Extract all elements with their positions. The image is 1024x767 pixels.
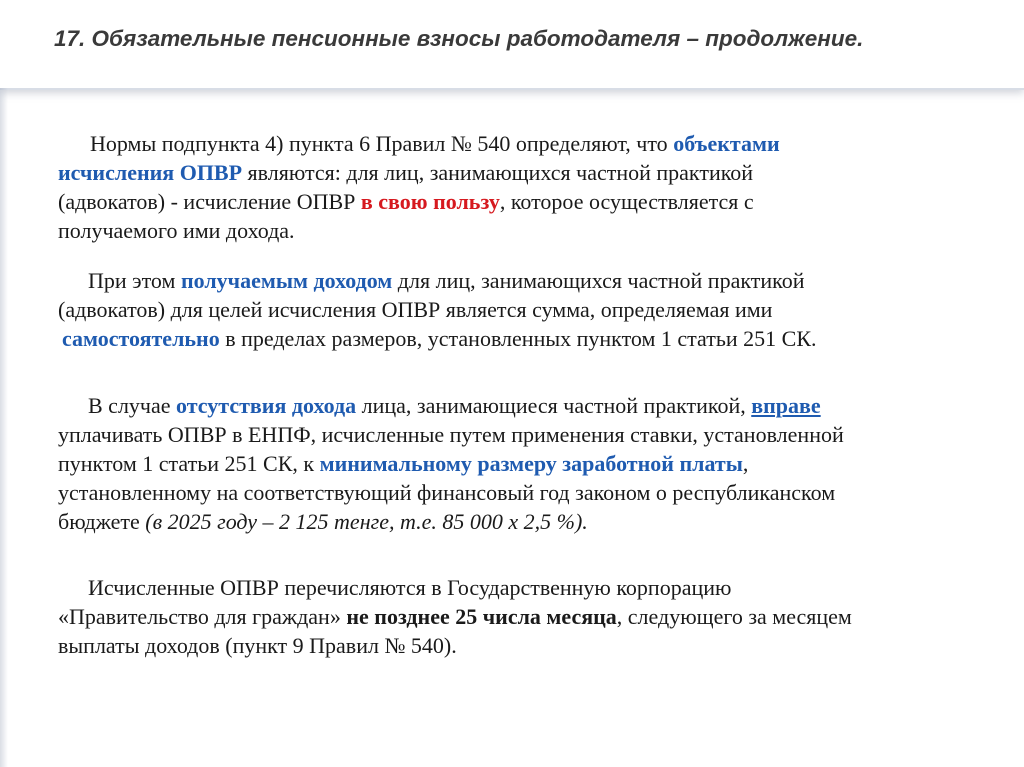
text-span: пунктом 1 статьи 251 СК, к bbox=[58, 451, 320, 476]
text-span: , bbox=[742, 451, 749, 476]
text-span: В случае bbox=[88, 393, 177, 418]
text-span: , следующего за месяцем bbox=[616, 604, 852, 629]
paragraph-line: установленному на соответствующий финансовый год законом о республиканском bbox=[58, 480, 836, 505]
paragraph-line bbox=[88, 391, 821, 420]
bold-deadline: не позднее 25 числа месяца bbox=[346, 604, 617, 629]
title-bar bbox=[0, 0, 1024, 90]
text-span: Нормы подпункта 4) пункта 6 Правил № 540 определяют, что bbox=[90, 131, 674, 156]
highlight-blue: получаемым доходом bbox=[180, 268, 393, 293]
paragraph-income-cont bbox=[58, 295, 817, 353]
text-span: для лиц, занимающихся частной практикой bbox=[392, 268, 805, 293]
highlight-red: в свою пользу bbox=[360, 189, 500, 214]
paragraph-line: выплаты доходов (пункт 9 Правил № 540). bbox=[58, 633, 457, 658]
paragraph-income bbox=[88, 266, 804, 295]
highlight-blue-underlined: вправе bbox=[751, 393, 821, 418]
paragraph-no-income-cont bbox=[58, 420, 844, 536]
text-span: лица, занимающиеся частной практикой, bbox=[356, 393, 752, 418]
text-span: бюджете bbox=[58, 509, 146, 534]
paragraph-line: (адвокатов) для целей исчисления ОПВР является сумма, определяемая ими bbox=[58, 297, 773, 322]
highlight-blue: исчисления ОПВР bbox=[58, 160, 243, 185]
text-span: , которое осуществляется с bbox=[499, 189, 754, 214]
paragraph-line bbox=[58, 602, 852, 631]
text-span: «Правительство для граждан» bbox=[58, 604, 347, 629]
paragraph-objects bbox=[90, 129, 780, 158]
paragraph-line bbox=[88, 266, 804, 295]
highlight-blue: объектами bbox=[673, 131, 780, 156]
text-span: являются: для лиц, занимающихся частной практикой bbox=[242, 160, 754, 185]
paragraph-line: получаемого ими дохода. bbox=[58, 218, 295, 243]
highlight-blue: самостоятельно bbox=[62, 326, 220, 351]
text-span: При этом bbox=[88, 268, 181, 293]
paragraph-line bbox=[58, 449, 844, 478]
paragraph-line: уплачивать ОПВР в ЕНПФ, исчисленные путем применения ставки, установленной bbox=[58, 422, 844, 447]
paragraph-objects-cont bbox=[58, 158, 754, 245]
slide-title: 17. Обязательные пенсионные взносы работодателя – продолжение. bbox=[54, 26, 864, 51]
paragraph-line: Исчисленные ОПВР перечисляются в Государственную корпорацию bbox=[88, 575, 732, 600]
paragraph-transfer-cont bbox=[58, 602, 852, 660]
text-span: (адвокатов) - исчисление ОПВР bbox=[58, 189, 361, 214]
paragraph-line bbox=[90, 129, 780, 158]
paragraph-no-income bbox=[88, 391, 821, 420]
paragraph-line bbox=[58, 507, 844, 536]
highlight-blue: минимальному размеру заработной платы bbox=[319, 451, 743, 476]
paragraph-line bbox=[58, 187, 754, 216]
paragraph-line bbox=[58, 324, 817, 353]
italic-note: (в 2025 году – 2 125 тенге, т.е. 85 000 х 2,5 %). bbox=[145, 509, 588, 534]
paragraph-line bbox=[58, 158, 754, 187]
highlight-blue: отсутствия дохода bbox=[176, 393, 357, 418]
paragraph-transfer bbox=[88, 573, 731, 602]
left-edge-shadow bbox=[0, 88, 8, 767]
text-span: в пределах размеров, установленных пунктом 1 статьи 251 СК. bbox=[219, 326, 817, 351]
